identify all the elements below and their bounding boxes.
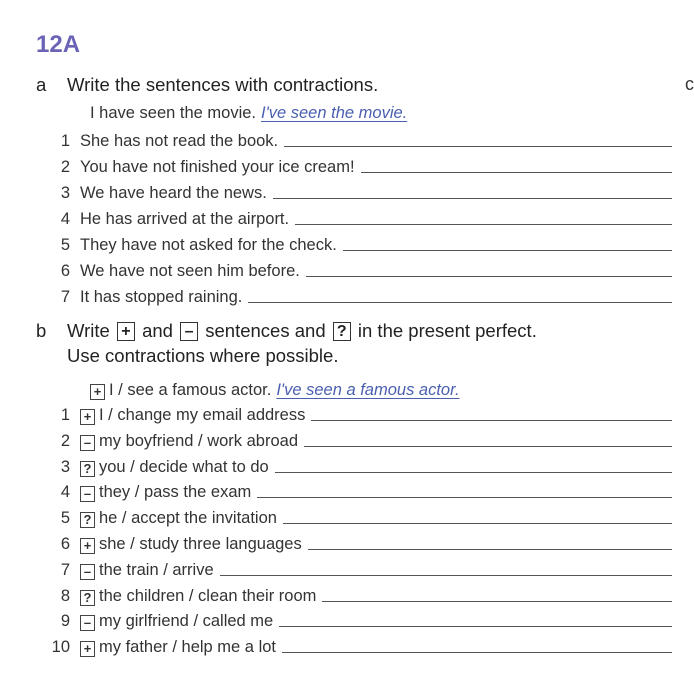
exercise-item [40, 207, 672, 229]
part-a-letter: a [36, 74, 47, 95]
item-prompt: they / pass the exam [99, 483, 252, 502]
exercise-item [40, 181, 672, 203]
instr-text: Write [67, 320, 110, 341]
item-number: 1 [60, 406, 70, 424]
item-number: 8 [60, 586, 70, 605]
exercise-item [40, 259, 672, 281]
item-number: 5 [60, 236, 70, 254]
part-b-letter: b [36, 320, 47, 341]
answer-blank[interactable] [279, 626, 672, 627]
answer-blank[interactable] [306, 276, 672, 277]
item-prompt: He has arrived at the airport. [80, 210, 290, 228]
item-prompt: my boyfriend / work abroad [99, 431, 299, 450]
item-number: 7 [60, 560, 70, 579]
minus-box-icon: – [80, 615, 95, 631]
item-number: 5 [60, 509, 70, 528]
answer-blank[interactable] [322, 601, 672, 602]
plus-box-icon: + [80, 409, 95, 425]
item-number: 3 [60, 184, 70, 202]
instr-text: in the present perfect. [357, 320, 537, 341]
item-number: 1 [60, 132, 70, 150]
example-prompt: I / see a famous actor. [109, 381, 272, 399]
exercise-item [40, 429, 672, 451]
item-prompt: It has stopped raining. [80, 288, 243, 306]
example-answer: I've seen the movie. [261, 104, 408, 122]
exercise-item [40, 609, 672, 631]
item-number: 6 [60, 535, 70, 553]
sign-box-icon: + [90, 384, 105, 400]
answer-blank[interactable] [284, 146, 672, 147]
minus-box-icon: – [80, 486, 95, 502]
instr-text: and [142, 320, 173, 341]
answer-blank[interactable] [295, 224, 672, 225]
answer-blank[interactable] [343, 250, 672, 251]
item-prompt: the train / arrive [99, 560, 214, 579]
minus-box-icon: – [80, 435, 95, 451]
item-number: 4 [60, 210, 70, 228]
item-number: 2 [60, 158, 70, 176]
part-b-instruction-line2: Use contractions where possible. [67, 345, 339, 366]
exercise-item [40, 558, 672, 580]
item-prompt: We have heard the news. [80, 184, 267, 202]
minus-box-icon: – [180, 322, 198, 341]
exercise-item [40, 584, 672, 606]
minus-box-icon: – [80, 564, 95, 580]
answer-blank[interactable] [283, 523, 672, 524]
item-number: 10 [51, 638, 70, 657]
item-prompt: We have not seen him before. [80, 262, 300, 280]
answer-blank[interactable] [282, 652, 672, 653]
question-box-icon: ? [80, 512, 95, 528]
example-prompt: I have seen the movie. [90, 104, 257, 122]
plus-box-icon: + [117, 322, 135, 341]
exercise-item [40, 532, 672, 554]
item-prompt: I / change my email address [99, 406, 306, 424]
item-number: 7 [60, 288, 70, 306]
part-a-example [90, 101, 411, 123]
item-prompt: she / study three languages [99, 535, 302, 553]
answer-blank[interactable] [257, 497, 672, 498]
question-box-icon: ? [80, 590, 95, 606]
question-box-icon: ? [80, 461, 95, 477]
instr-text: sentences and [205, 320, 326, 341]
item-number: 2 [60, 431, 70, 450]
exercise-item [40, 635, 672, 657]
exercise-item [40, 403, 672, 425]
item-number: 6 [60, 262, 70, 280]
item-prompt: You have not finished your ice cream! [80, 158, 355, 176]
part-a-instruction [36, 74, 378, 96]
answer-blank[interactable] [311, 420, 672, 421]
exercise-item [40, 233, 672, 255]
answer-blank[interactable] [275, 472, 672, 473]
example-answer: I've seen a famous actor. [276, 381, 460, 399]
item-prompt: the children / clean their room [99, 586, 317, 605]
answer-blank[interactable] [273, 198, 672, 199]
question-box-icon: ? [333, 322, 351, 341]
item-number: 9 [60, 612, 70, 631]
item-prompt: my father / help me a lot [99, 638, 276, 657]
answer-blank[interactable] [361, 172, 672, 173]
item-prompt: She has not read the book. [80, 132, 279, 150]
unit-heading: 12A [36, 31, 81, 58]
answer-blank[interactable] [248, 302, 672, 303]
item-prompt: you / decide what to do [99, 457, 269, 476]
answer-blank[interactable] [308, 549, 672, 550]
plus-box-icon: + [80, 641, 95, 657]
part-a-instruction-text: Write the sentences with contractions. [67, 74, 379, 95]
part-b-example [90, 378, 464, 400]
item-prompt: he / accept the invitation [99, 509, 277, 528]
exercise-item [40, 506, 672, 528]
item-number: 4 [60, 483, 70, 502]
item-number: 3 [60, 457, 70, 476]
exercise-item [40, 480, 672, 502]
exercise-item [40, 155, 672, 177]
answer-blank[interactable] [220, 575, 672, 576]
cut-off-letter: c [685, 74, 694, 94]
answer-blank[interactable] [304, 446, 672, 447]
part-b-instruction [36, 320, 537, 342]
exercise-item [40, 455, 672, 477]
exercise-item [40, 285, 672, 307]
exercise-item [40, 129, 672, 151]
item-prompt: my girlfriend / called me [99, 612, 274, 631]
item-prompt: They have not asked for the check. [80, 236, 337, 254]
plus-box-icon: + [80, 538, 95, 554]
